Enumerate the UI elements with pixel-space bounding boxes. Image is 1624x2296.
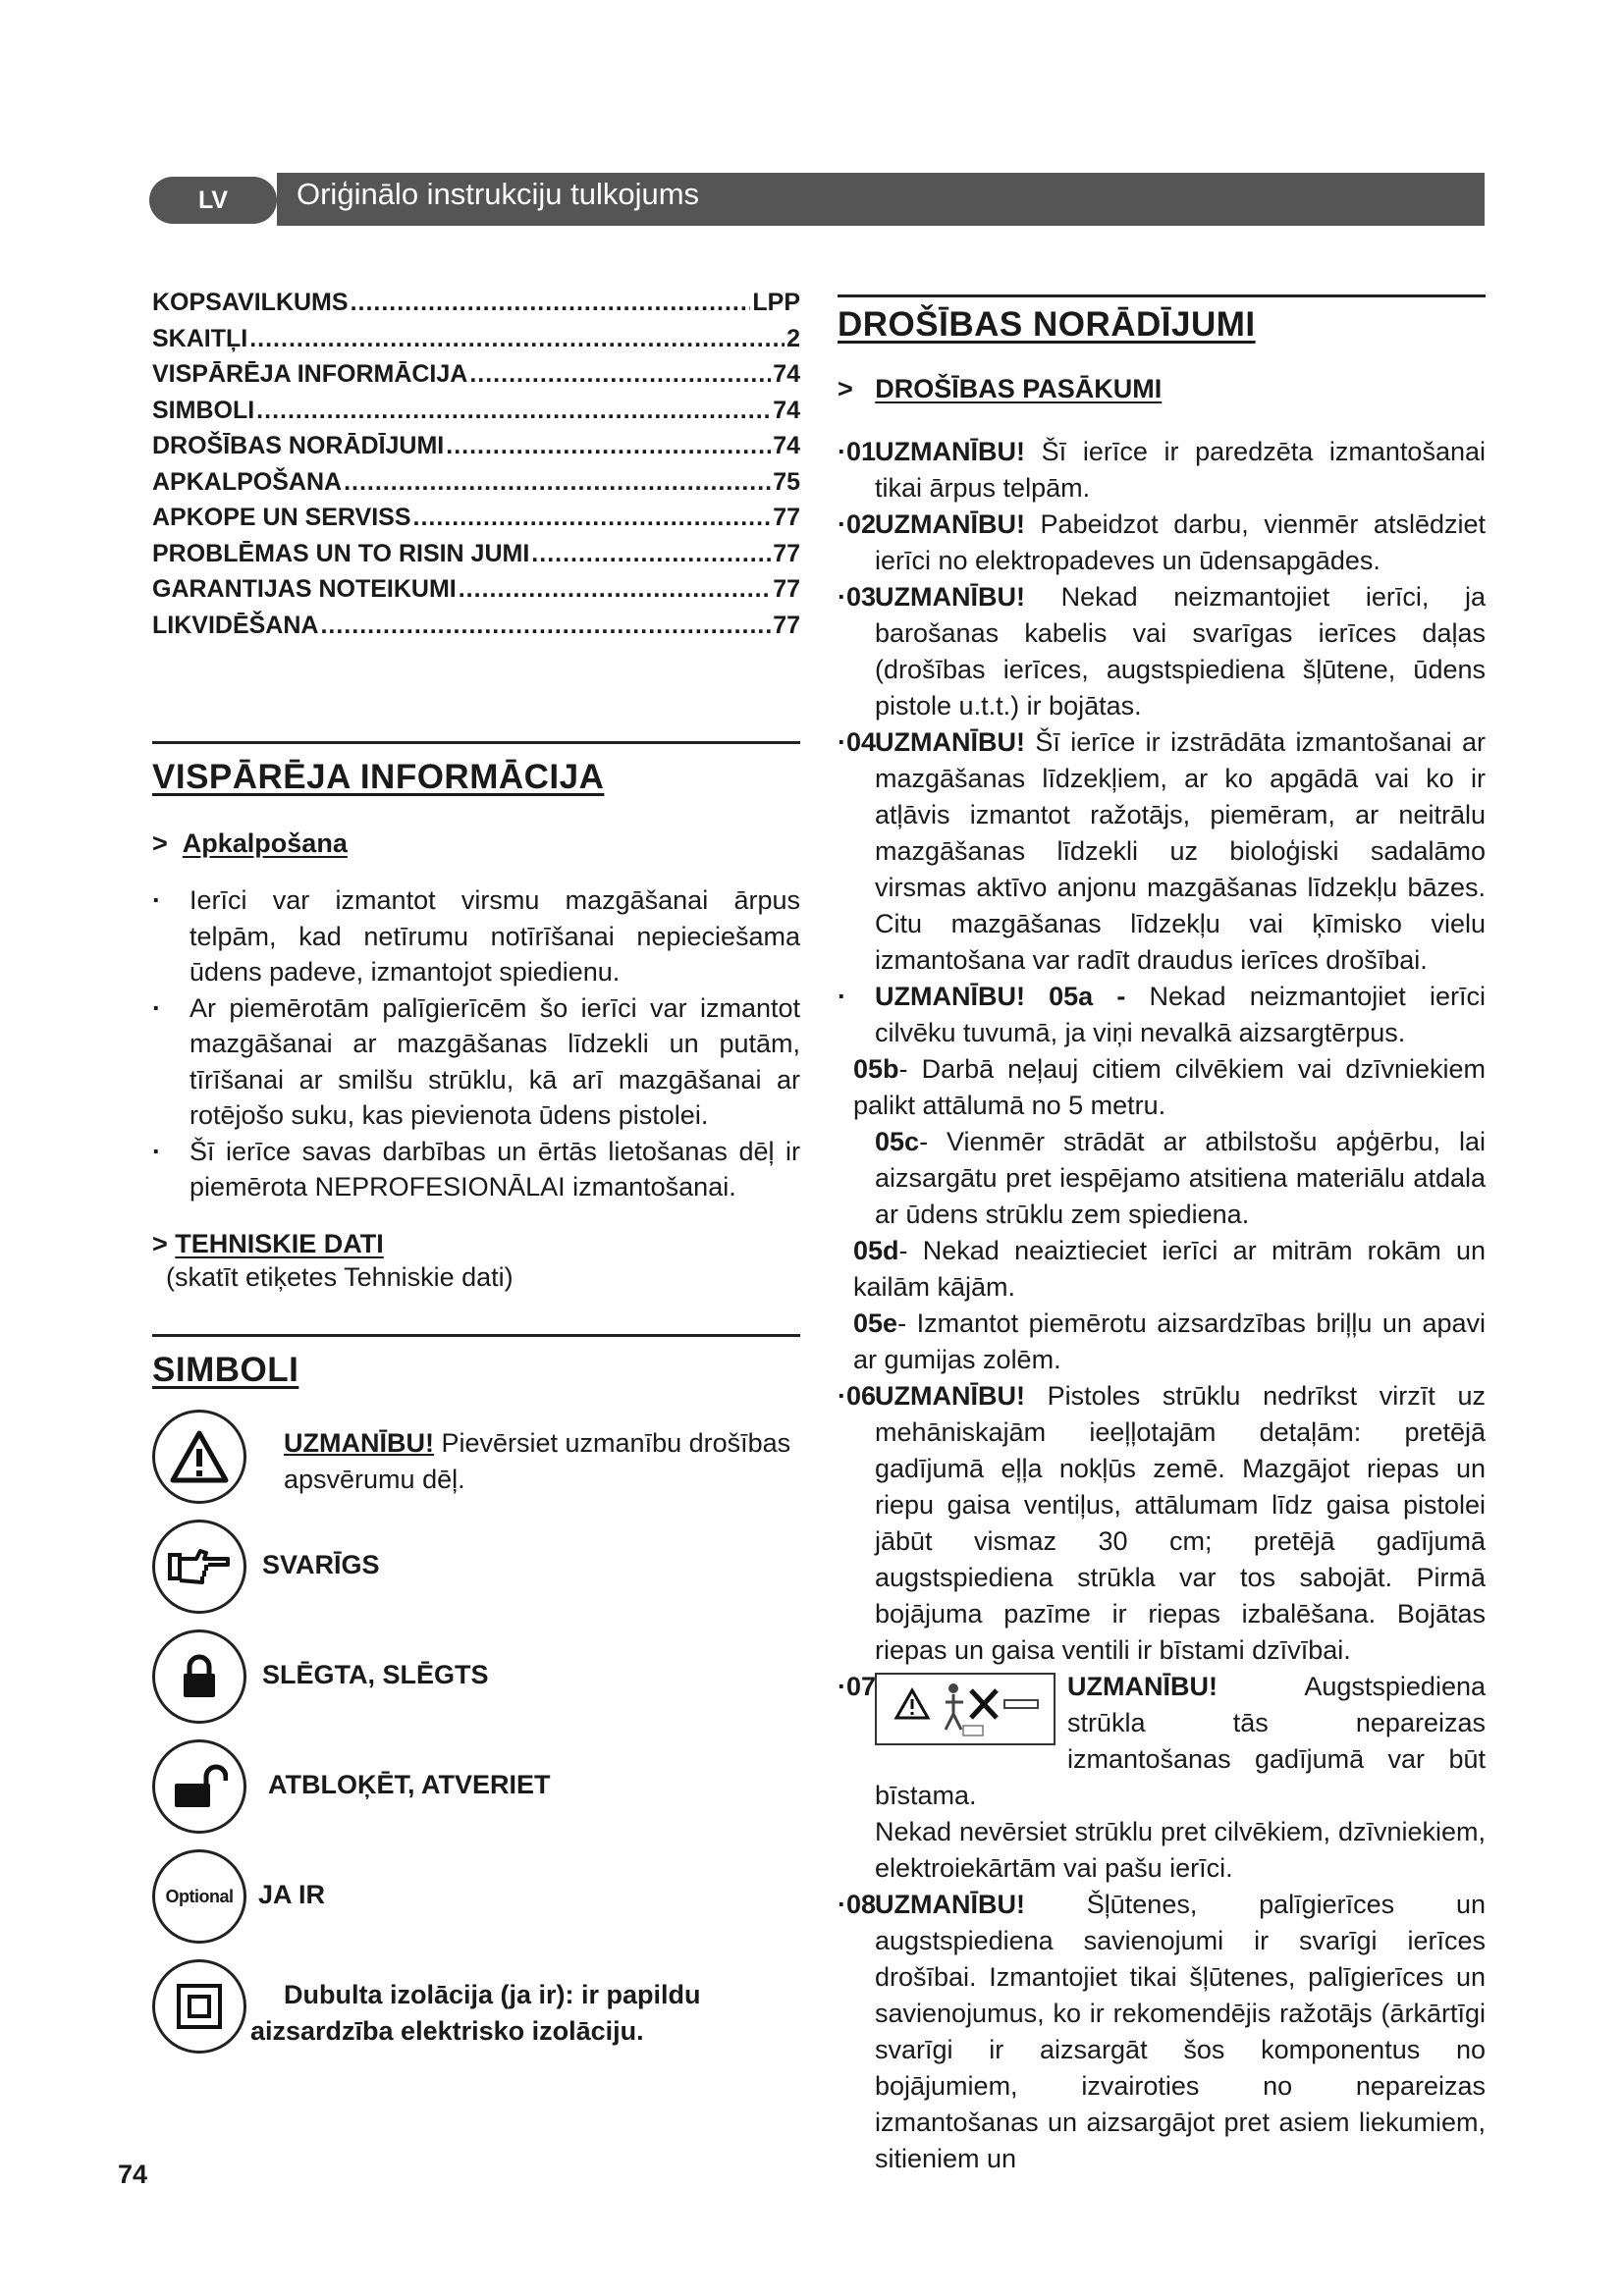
toc-entry: PROBLĒMAS UN TO RISIN JUMI ..... 77 xyxy=(152,536,800,572)
symbol-optional: Optional JA IR xyxy=(152,1849,800,1948)
safety-item: ·03 UZMANĪBU! Nekad neizmantojiet ierīci, ja barošanas kabelis vai svarīgas ierīces daļas (drošības ierīces, augstspiediena šļūtene, ūdens pistole u.t.t.) ir bojātas. xyxy=(838,582,1486,721)
general-info-title: VISPĀRĒJA INFORMĀCIJA xyxy=(152,758,605,796)
toc-entry: LIKVIDĒŠANA ..... 77 xyxy=(152,608,800,644)
safety-subitem: 05e- Izmantot piemērotu aizsardzības briļļu un apavi ar gumijas zolēm. xyxy=(853,1308,1486,1374)
toc-entry: APKALPOŠANA ..... 75 xyxy=(152,464,800,501)
general-bullet: · Šī ierīce savas darbības un ērtās lietošanas dēļ ir piemērota NEPROFESIONĀLAI izmantošanai. xyxy=(152,1136,800,1201)
technical-data-subtitle: > TEHNISKIE DATI xyxy=(152,1228,384,1258)
symbol-double-insulation: Dubulta izolācija (ja ir): ir papildu aizsardzība elektrisko izolāciju. xyxy=(152,1959,800,2067)
safety-item-08: ·08 UZMANĪBU! Šļūtenes, palīgierīces un augstspiediena savienojumi ir svarīgi ierīces drošībai. Izmantojiet tikai šļūtenes, palīgierīces un savienojumus, ko ir rekomendējis ražotājs (ārkārtīgi svarīgi ir aizsargāt šos komponentus no bojājumiem, izvairoties no nepareizas izmantošanas un aizsargājot pret asiem liekumiem, sitieniem un xyxy=(838,1890,1486,2173)
lock-closed-icon xyxy=(152,1629,246,1724)
symbol-important: SVARĪGS xyxy=(152,1520,800,1618)
usage-subtitle: > Apkalpošana xyxy=(152,828,348,858)
toc-entry: DROŠĪBAS NORĀDĪJUMI ..... 74 xyxy=(152,428,800,464)
safety-item-07: ·07 UZMANĪBU! Augstspiediena strūkla tās nepareizas izmantošanas gadījumā var būt bīstama. Nekad nevērsiet strūklu pret cilvēkiem, dzīvniekiem, elektroiekārtām vai pašu ierīci. xyxy=(838,1672,1486,1883)
safety-item: ·01 UZMANĪBU! Šī ierīce ir paredzēta izmantošanai tikai ārpus telpām. xyxy=(838,437,1486,503)
optional-icon: Optional xyxy=(152,1849,246,1944)
symbol-locked: SLĒGTA, SLĒGTS xyxy=(152,1629,800,1728)
safety-subitem: 05c- Vienmēr strādāt ar atbilstošu apģērbu, lai aizsargātu pret iespējamo atsitiena materiālu atdala ar ūdens strūklu zem spiediena. xyxy=(875,1127,1486,1229)
safety-subitem: 05d- Nekad neaiztieciet ierīci ar mitrām rokām un kailām kājām. xyxy=(853,1236,1486,1302)
safety-item-06: ·06 UZMANĪBU! Pistoles strūklu nedrīkst virzīt uz mehāniskajām ieeļļotajām detaļām: pretējā gadījumā eļļa nokļūs zemē. Mazgājot riepas un riepu gaisa ventiļus, attālumam līdz gaisa pistolei jābūt vismaz 30 cm; pretējā gadījumā augstspiediena strūkla var tos sabojāt. Pirmā bojājuma pazīme ir riepas izbalēšana. Bojātas riepas un gaisa ventili ir bīstami dzīvībai. xyxy=(838,1381,1486,1665)
double-insulation-icon xyxy=(152,1959,246,2054)
toc-entry: SIMBOLI ..... 74 xyxy=(152,393,800,429)
table-of-contents xyxy=(152,285,800,643)
left-column xyxy=(152,285,800,2067)
page-header xyxy=(149,173,1485,228)
symbols-title: SIMBOLI xyxy=(152,1351,299,1389)
safety-subitem: 05b- Darbā neļauj citiem cilvēkiem vai dzīvniekiem palikt attālumā no 5 metru. xyxy=(853,1054,1486,1120)
general-bullet: · Ar piemērotām palīgierīcēm šo ierīci var izmantot mazgāšanai ar mazgāšanas līdzekli un putām, tīrīšanai ar smilšu strūklu, kā arī mazgāšanai ar rotējošo suku, kas pievienota ūdens pistolei. xyxy=(152,992,800,1130)
toc-entry: APKOPE UN SERVISS ..... 77 xyxy=(152,500,800,536)
pointing-hand-icon xyxy=(152,1520,246,1614)
safety-title: DROŠĪBAS NORĀDĪJUMI xyxy=(838,305,1256,344)
general-bullet: · Ierīci var izmantot virsmu mazgāšanai ārpus telpām, kad netīrumu notīrīšanai nepieciešama ūdens padeve, izmantojot spiedienu. xyxy=(152,885,800,987)
language-badge: LV xyxy=(149,177,277,224)
technical-data-note: (skatīt etiķetes Tehniskie dati) xyxy=(166,1261,514,1292)
symbol-warning: UZMANĪBU! Pievērsiet uzmanību drošības apsvērumu dēļ. xyxy=(152,1410,800,1508)
toc-entry: VISPĀRĒJA INFORMĀCIJA ..... 74 xyxy=(152,356,800,393)
warning-icon xyxy=(152,1410,246,1504)
lock-open-icon xyxy=(152,1739,246,1834)
toc-entry: SKAITĻI ..... 2 xyxy=(152,321,800,357)
safety-item: ·02 UZMANĪBU! Pabeidzot darbu, vienmēr atslēdziet ierīci no elektropadeves un ūdensapgādes. xyxy=(838,509,1486,575)
header-title: Oriģinālo instrukciju tulkojums xyxy=(297,177,700,211)
safety-subtitle: > DROŠĪBAS PASĀKUMI xyxy=(838,374,1163,403)
page-number: 74 xyxy=(118,2160,148,2189)
symbol-unlocked: ATBLOĶĒT, ATVERIET xyxy=(152,1739,800,1838)
toc-entry: KOPSAVILKUMS ..... LPP xyxy=(152,285,800,321)
safety-item: ·04 UZMANĪBU! Šī ierīce ir izstrādāta izmantošanai ar mazgāšanas līdzekļiem, ar ko apgādā vai ko ir atļāvis izmantot ražotājs, piemēram, ar neitrālu mazgāšanas līdzekli uz bioloģiski sadalāmo virsmas aktīvo anjonu mazgāšanas līdzekļu bāzes. Citu mazgāšanas līdzekļu vai ķīmisko vielu izmantošana var radīt draudus ierīces drošībai. xyxy=(838,727,1486,975)
safety-item: · UZMANĪBU! 05a - Nekad neizmantojiet ierīci cilvēku tuvumā, ja viņi nevalkā aizsargtērpus. xyxy=(838,982,1486,1047)
toc-entry: GARANTIJAS NOTEIKUMI ..... 77 xyxy=(152,571,800,608)
pressure-jet-pictogram xyxy=(875,1673,1056,1745)
right-column xyxy=(838,294,1486,2177)
